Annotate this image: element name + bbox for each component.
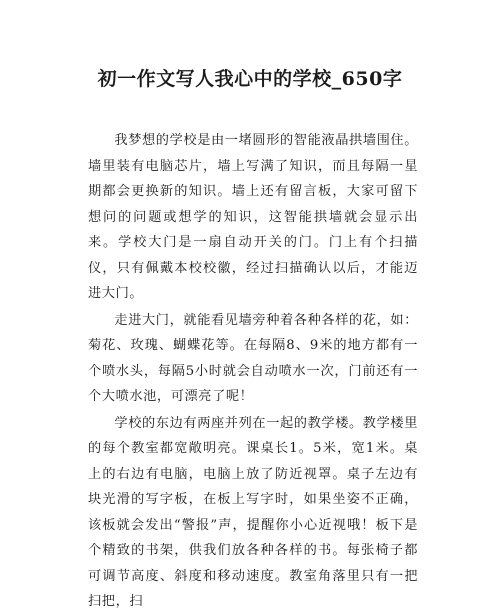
document-title: 初一作文写人我心中的学校_650字 [97, 68, 403, 90]
paragraph-1: 我梦想的学校是由一堵圆形的智能液晶拱墙围住。墙里装有电脑芯片，墙上写满了知识，而且每隔一星期都会更换新的知识。墙上还有留言板，大家可留下想问的问题或想学的知识，这智能拱墙就会显示出来。学校大门是一扇自动开关的门。门上有个扫描仪，只有佩戴本校校徽，经过扫描确认以后，才能迈进大门。 [88, 133, 418, 301]
paragraph-3: 学校的东边有两座并列在一起的教学楼。教学楼里的每个教室都宽敞明亮。课桌长1。5米，宽1米。桌上的右边有电脑，电脑上放了防近视罩。桌子左边有块光滑的写字板，在板上写字时，如果坐姿不正确，该板就会发出“警报”声，提醒你小心近视哦！板下是个精致的书架，供我们放各种各样的书。每张椅子都可调节高度、斜度和移动速度。教室角落里只有一把扫把，扫 [88, 415, 418, 609]
document-body [88, 128, 418, 615]
paragraph-2: 走进大门，就能看见墙旁种着各种各样的花，如：菊花、玫瑰、蝴蝶花等。在每隔8、9米的地方都有一个喷水头，每隔5小时就会自动喷水一次，门前还有一个大喷水池，可漂亮了呢！ [88, 312, 418, 404]
